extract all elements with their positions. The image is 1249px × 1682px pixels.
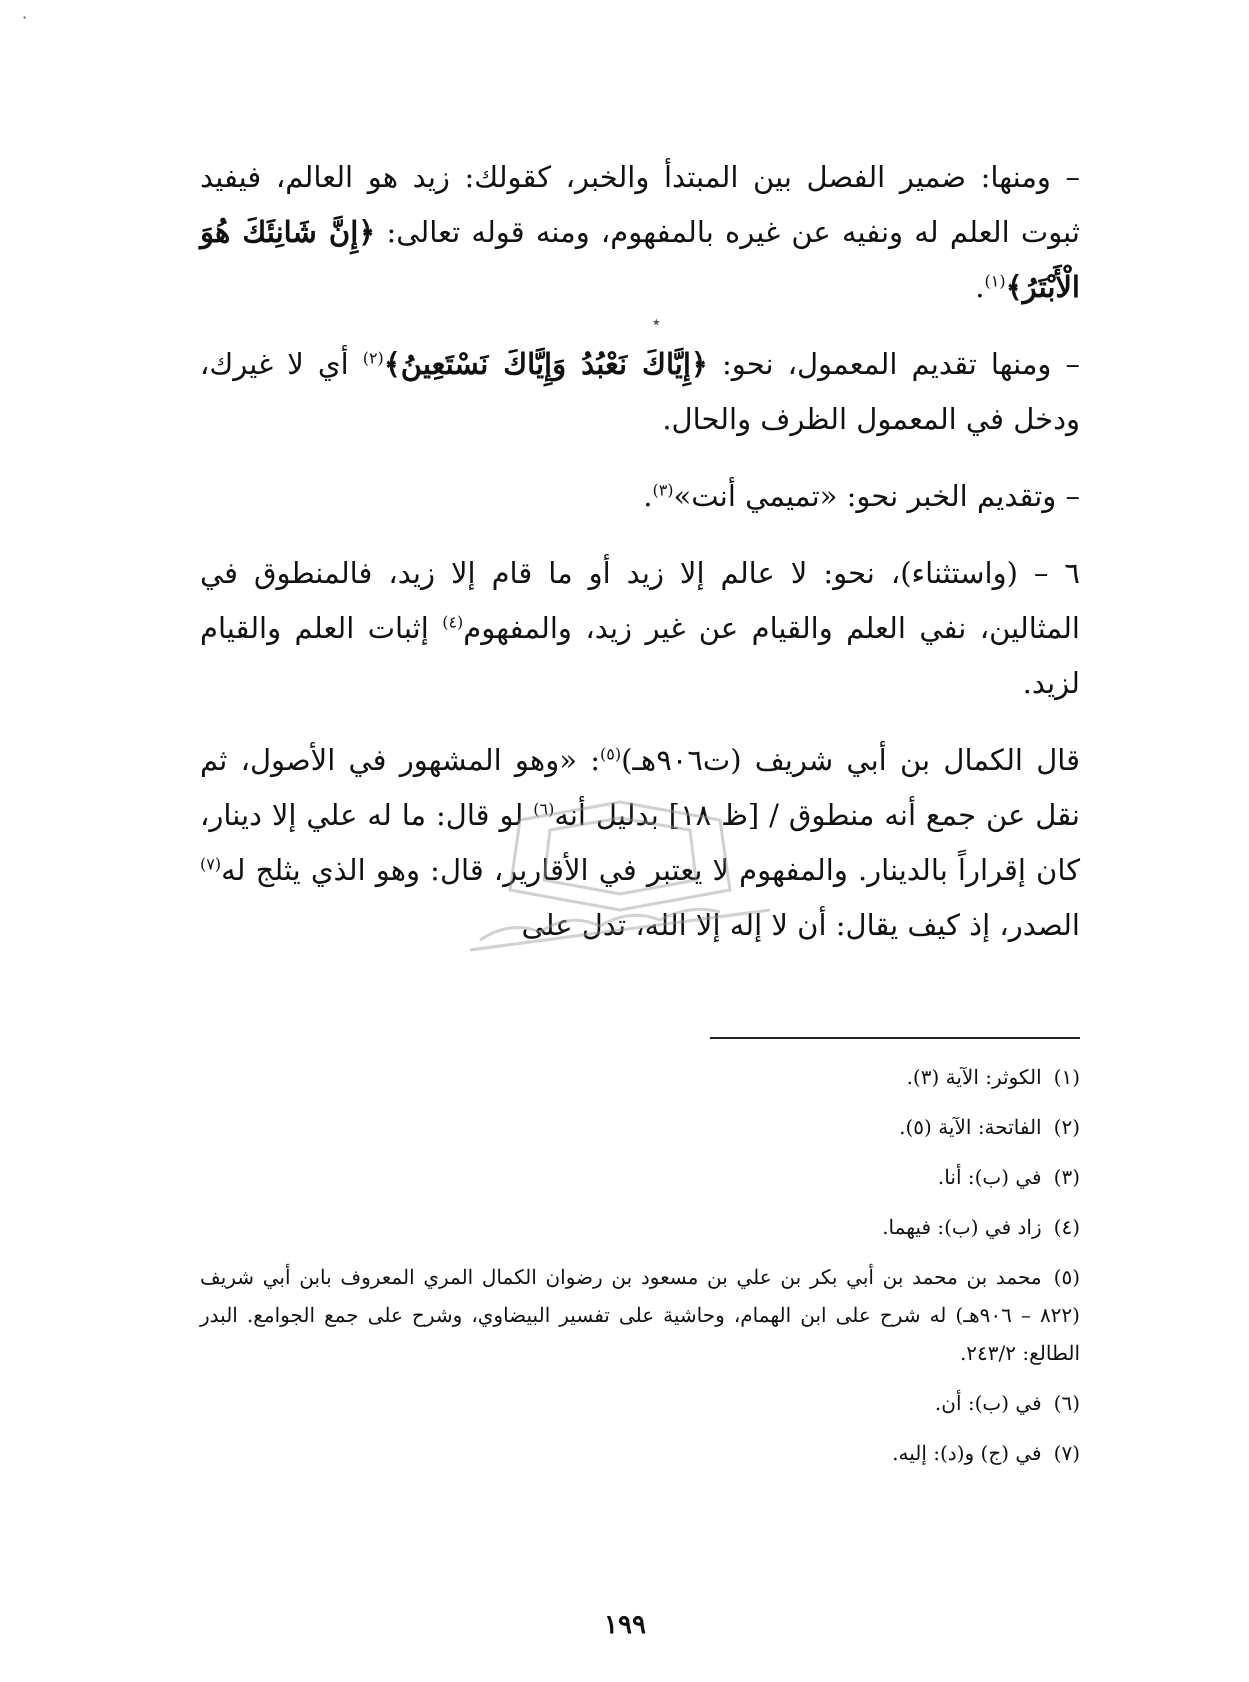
footnote-ref: (١): [984, 271, 1006, 291]
paragraph-tail: .: [975, 270, 985, 304]
footnote-text: محمد بن محمد بن أبي بكر بن علي بن مسعود بن رضوان الكمال المري المعروف بابن أبي شريف (٨٢٢ – ٩٠٦هـ) له شرح على ابن الهمام، وحاشية على تفسير البيضاوي، وشرح على جمع الجوامع. البدر الطالع: ٢٤٣/٢.: [200, 1265, 1080, 1365]
paragraph-text: – ومنها: ضمير الفصل بين المبتدأ والخبر، كقولك: زيد هو العالم، فيفيد ثبوت العلم له ونفيه عن غيره بالمفهوم، ومنه قوله تعالى:: [200, 160, 1080, 249]
paragraph-3: [200, 469, 1080, 524]
paragraph-tail: .: [643, 479, 653, 513]
footnote-ref: (٦): [533, 799, 555, 819]
footnote-item: [200, 1258, 1080, 1372]
footnote-number: (٢): [1053, 1115, 1080, 1139]
footnote-item: [200, 1158, 1080, 1196]
footnote-item: [200, 1058, 1080, 1096]
scan-speck: ·: [22, 8, 28, 27]
footnote-number: (٣): [1053, 1165, 1080, 1189]
footnote-separator: [710, 1037, 1080, 1039]
footnote-number: (٦): [1053, 1391, 1080, 1415]
footnote-ref: (٢): [362, 348, 384, 368]
paragraph-text: – وتقديم الخبر نحو: «تميمي أنت»: [673, 479, 1080, 513]
footnote-number: (٥): [1053, 1265, 1080, 1289]
paragraph-1: [200, 150, 1080, 315]
paragraph-2: [200, 337, 1080, 447]
footnote-number: (٧): [1053, 1441, 1080, 1465]
footnote-number: (١): [1053, 1065, 1080, 1089]
footnote-ref: (٣): [652, 480, 674, 500]
footnote-item: [200, 1208, 1080, 1246]
footnote-text: في (ب): أنا.: [937, 1165, 1042, 1189]
page-number: ١٩٩: [604, 1610, 646, 1640]
paragraph-tail: الصدر، إذ كيف يقال: أن لا إله إلا الله، تدل على: [521, 908, 1080, 942]
scan-speck: ٭: [652, 312, 661, 331]
paragraph-tail: لو قال: ما له علي إلا دينار، كان إقراراً بالدينار. والمفهوم لا يعتبر في الأقارير، قال: وهو الذي يثلج له: [200, 798, 1080, 887]
quran-verse: ﴿إِيَّاكَ نَعْبُدُ وَإِيَّاكَ نَسْتَعِينُ﴾: [383, 347, 708, 381]
quran-verse: ﴿إِنَّ شَانِئَكَ هُوَ الْأَبْتَرُ﴾: [200, 215, 1080, 304]
footnote-ref: (٧): [200, 854, 222, 874]
footnote-ref: (٤): [442, 612, 464, 632]
paragraph-text: – ومنها تقديم المعمول، نحو:: [707, 347, 1080, 381]
footnote-text: زاد في (ب): فيهما.: [882, 1215, 1042, 1239]
footnotes: [200, 1058, 1080, 1484]
paragraph-tail: : «وهو المشهور في الأصول، ثم نقل عن جمع أنه منطوق / [ظ ١٨] بدليل أنه: [200, 743, 1080, 832]
footnote-item: [200, 1434, 1080, 1472]
footnote-item: [200, 1384, 1080, 1422]
footnote-item: [200, 1108, 1080, 1146]
paragraph-4: [200, 546, 1080, 711]
paragraph-text: ٦ – (واستثناء)، نحو: لا عالم إلا زيد أو ما قام إلا زيد، فالمنطوق في المثالين، نفي العلم والقيام عن غير زيد، والمفهوم: [200, 556, 1080, 645]
paragraph-tail: إثبات العلم والقيام لزيد.: [200, 611, 1080, 700]
library-stamp-watermark: [440, 800, 800, 970]
footnote-number: (٤): [1053, 1215, 1080, 1239]
footnote-text: في (ج) و(د): إليه.: [892, 1441, 1042, 1465]
paragraph-text: قال الكمال بن أبي شريف (ت٩٠٦هـ): [621, 743, 1080, 777]
footnote-text: الكوثر: الآية (٣).: [906, 1065, 1042, 1089]
paragraph-tail: أي لا غيرك، ودخل في المعمول الظرف والحال.: [200, 347, 1080, 436]
footnote-text: الفاتحة: الآية (٥).: [899, 1115, 1042, 1139]
footnote-ref: (٥): [599, 744, 622, 764]
footnote-text: في (ب): أن.: [934, 1391, 1042, 1415]
